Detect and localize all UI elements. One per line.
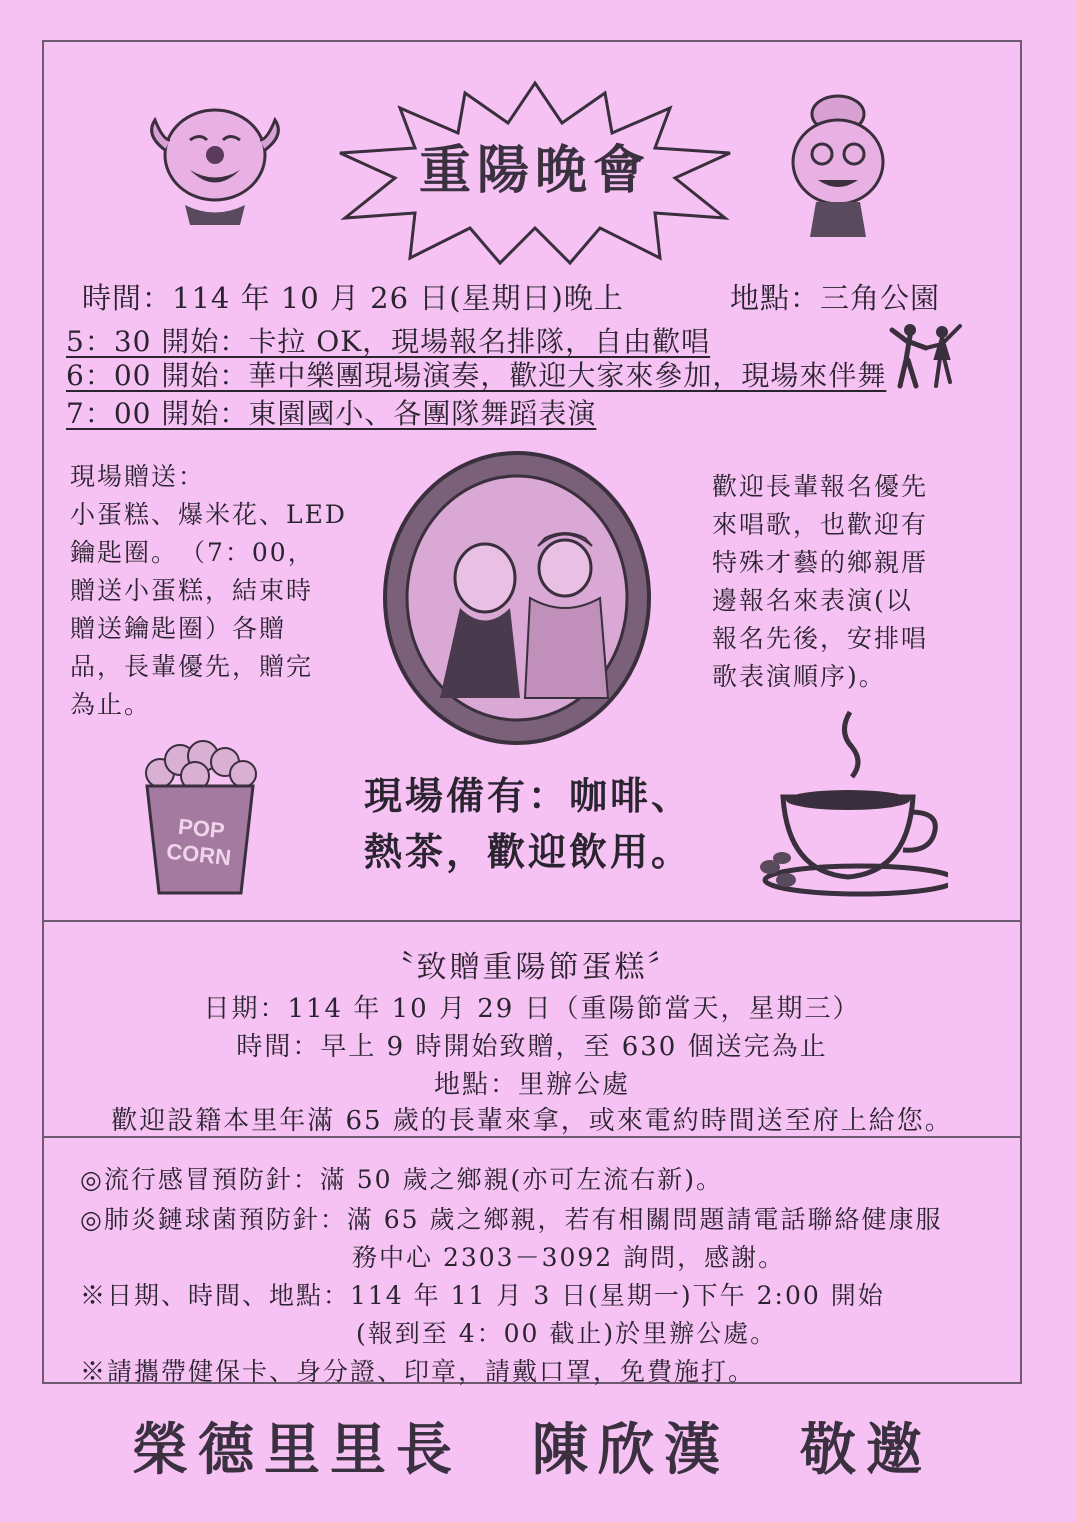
dancers-icon: [886, 320, 966, 390]
welcome-line: 報名先後，安排唱: [712, 624, 929, 653]
vaccine-schedule: ※日期、時間、地點：114 年 11 月 3 日(星期一)下午 2:00 開始: [80, 1281, 885, 1310]
vaccine-schedule-cont: (報到至 4：00 截止)於里辦公處。: [356, 1319, 778, 1348]
vaccine-bring: ※請攜帶健保卡、身分證、印章，請戴口罩，免費施打。: [80, 1357, 756, 1386]
grandma-illustration: [778, 92, 898, 242]
popcorn-illustration: [135, 738, 265, 898]
signature-closing: 敬邀: [800, 1417, 932, 1483]
welcome-line: 來唱歌，也歡迎有: [712, 510, 929, 539]
popcorn-label: POP: [176, 813, 226, 844]
welcome-line: 歡迎長輩報名優先: [712, 472, 929, 501]
coffee-cup-icon: [748, 702, 948, 902]
vaccine-pneumo: ◎肺炎鏈球菌預防針：滿 65 歲之鄉親，若有相關問題請電話聯絡健康服: [80, 1205, 943, 1234]
cake-note: 歡迎設籍本里年滿 65 歲的長輩來拿，或來電約時間送至府上給您。: [111, 1106, 953, 1136]
gifts-line: 現場贈送：: [70, 462, 206, 491]
welcome-line: 歌表演順序)。: [712, 662, 886, 691]
gifts-line: 鑰匙圈。 （7：00，: [70, 538, 315, 567]
drinks-text: [364, 768, 692, 880]
schedule-item: 7：00 開始：東園國小、各團隊舞蹈表演: [66, 397, 597, 430]
signature-name: 陳欣漢: [532, 1417, 730, 1483]
cake-place: 地點：里辦公處: [433, 1070, 630, 1100]
drinks-line: 現場備有：咖啡、: [364, 773, 693, 818]
drinks-line: 熱茶，歡迎飲用。: [364, 829, 693, 874]
popcorn-label: CORN: [165, 838, 233, 871]
cake-title: 〝致贈重陽節蛋糕〞: [383, 950, 681, 985]
signature: [42, 1406, 1022, 1486]
gifts-line: 贈送鑰匙圈）各贈: [70, 614, 287, 643]
gifts-line: 為止。: [70, 690, 152, 719]
vaccine-pneumo-cont: 務中心 2303－3092 詢問，感謝。: [352, 1243, 786, 1272]
section-divider-1: [42, 920, 1022, 922]
elderly-couple-illustration: [380, 448, 655, 748]
cake-date: 日期：114 年 10 月 29 日（重陽節當天，星期三）: [203, 994, 861, 1024]
welcome-text: [712, 468, 972, 696]
gifts-line: 品，長輩優先，贈完: [70, 652, 314, 681]
gifts-text: [70, 458, 370, 724]
event-time: 時間：114 年 10 月 26 日(星期日)晚上: [82, 281, 624, 315]
vaccine-flu: ◎流行感冒預防針：滿 50 歲之鄉親(亦可左流右新)。: [80, 1165, 724, 1194]
welcome-line: 邊報名來表演(以: [712, 586, 913, 615]
schedule-item: 5：30 開始：卡拉 OK，現場報名排隊，自由歡唱: [66, 325, 711, 358]
signature-office: 榮德里里長: [132, 1417, 462, 1483]
schedule-item: 6：00 開始：華中樂團現場演奏，歡迎大家來參加，現場來伴舞: [66, 359, 887, 392]
gifts-line: 小蛋糕、爆米花、LED: [70, 500, 347, 529]
gifts-line: 贈送小蛋糕，結束時: [70, 576, 314, 605]
cake-time: 時間：早上 9 時開始致贈，至 630 個送完為止: [236, 1032, 828, 1062]
event-location: 地點：三角公園: [730, 281, 941, 315]
welcome-line: 特殊才藝的鄉親厝: [712, 548, 929, 577]
page-title: 重陽晚會: [418, 140, 651, 201]
grandpa-illustration: [135, 95, 295, 235]
